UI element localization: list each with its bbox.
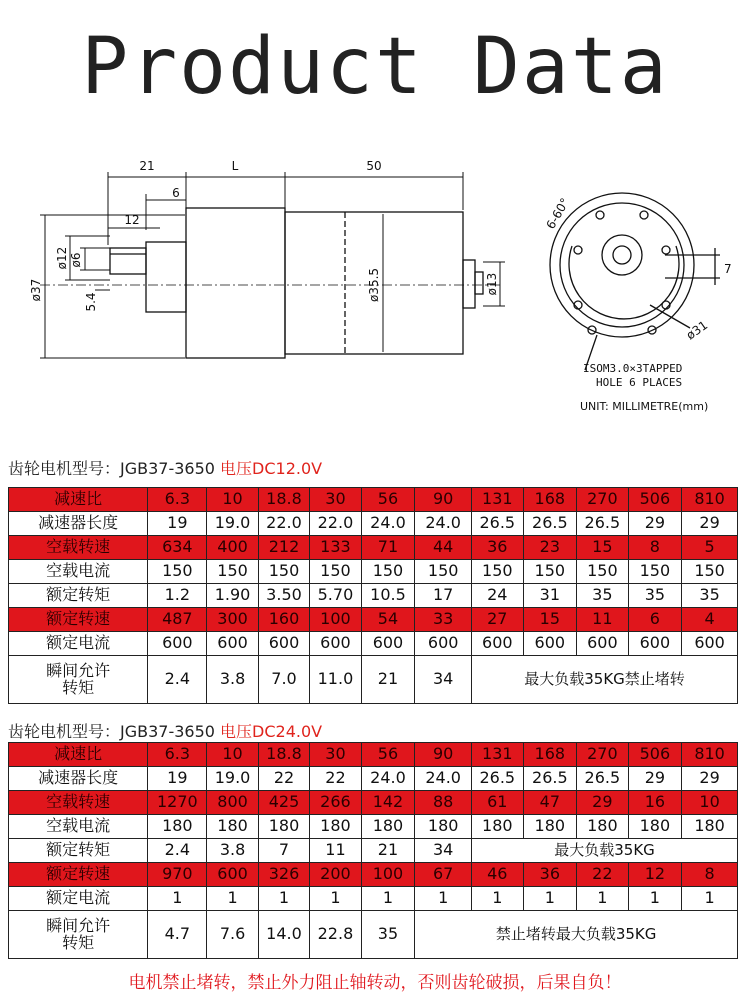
table-row — [9, 911, 738, 959]
table-cell: 300 — [207, 608, 258, 632]
table-row — [9, 488, 738, 512]
table-cell: 24.0 — [415, 512, 472, 536]
table-cell: 506 — [628, 743, 682, 767]
table-cell: 19 — [148, 512, 207, 536]
table-cell: 22 — [310, 767, 361, 791]
table-cell: 600 — [148, 632, 207, 656]
table-cell: 11 — [310, 839, 361, 863]
table-cell: 180 — [310, 815, 361, 839]
row-label: 空载电流 — [9, 560, 148, 584]
table-cell: 1 — [523, 887, 577, 911]
table-cell: 1 — [148, 887, 207, 911]
table-cell: 180 — [577, 815, 628, 839]
table-cell: 150 — [258, 560, 309, 584]
table-cell: 34 — [415, 839, 472, 863]
technical-drawing — [0, 150, 750, 430]
unit-note: UNIT: MILLIMETRE(mm) — [580, 400, 709, 413]
table-cell: 19 — [148, 767, 207, 791]
row-label: 空载电流 — [9, 815, 148, 839]
row-label: 减速器长度 — [9, 512, 148, 536]
table-cell: 200 — [310, 863, 361, 887]
model-label: 齿轮电机型号：JGB37-3650 — [8, 722, 215, 741]
table-cell: 35 — [577, 584, 628, 608]
table-cell: 3.8 — [207, 839, 258, 863]
table-cell: 29 — [628, 512, 682, 536]
table-cell: 1.90 — [207, 584, 258, 608]
dim-L: L — [231, 159, 239, 173]
table-cell: 142 — [361, 791, 415, 815]
table-cell: 425 — [258, 791, 309, 815]
row-label: 额定电流 — [9, 887, 148, 911]
table-cell: 31 — [523, 584, 577, 608]
table-cell: 168 — [523, 743, 577, 767]
table-cell: 90 — [415, 488, 472, 512]
table-cell: 10 — [207, 743, 258, 767]
table-cell: 1.2 — [148, 584, 207, 608]
table-cell: 71 — [361, 536, 415, 560]
dim-phi31: ø31 — [683, 318, 711, 343]
motor-dimension-diagram — [0, 150, 750, 430]
table-cell: 88 — [415, 791, 472, 815]
table-cell: 180 — [682, 815, 738, 839]
table-cell: 600 — [207, 632, 258, 656]
dim-21: 21 — [139, 159, 155, 173]
table-cell: 22.0 — [258, 512, 309, 536]
model-line-24v — [8, 719, 322, 742]
table-cell: 29 — [682, 767, 738, 791]
table-cell: 33 — [415, 608, 472, 632]
table-cell: 1 — [258, 887, 309, 911]
table-cell: 14.0 — [258, 911, 309, 959]
table-cell: 600 — [415, 632, 472, 656]
warning-text: 电机禁止堵转，禁止外力阻止轴转动，否则齿轮破损，后果自负！ — [128, 973, 622, 993]
table-cell: 150 — [577, 560, 628, 584]
table-cell: 6 — [628, 608, 682, 632]
hole-note-line1: ISOM3.0×3TAPPED — [583, 362, 683, 375]
row-label: 额定转矩 — [9, 584, 148, 608]
table-cell: 6.3 — [148, 488, 207, 512]
table-cell: 131 — [472, 488, 523, 512]
table-cell: 3.50 — [258, 584, 309, 608]
table-cell: 5.70 — [310, 584, 361, 608]
table-cell: 18.8 — [258, 488, 309, 512]
table-cell: 4.7 — [148, 911, 207, 959]
table-cell: 29 — [577, 791, 628, 815]
table-cell: 133 — [310, 536, 361, 560]
table-cell: 600 — [472, 632, 523, 656]
table-cell: 29 — [682, 512, 738, 536]
table-cell: 26.5 — [472, 767, 523, 791]
merged-note-cell: 最大负载35KG禁止堵转 — [472, 656, 738, 704]
table-cell: 24 — [472, 584, 523, 608]
merged-note-cell: 禁止堵转最大负载35KG — [415, 911, 738, 959]
table-cell: 1 — [472, 887, 523, 911]
table-cell: 400 — [207, 536, 258, 560]
table-cell: 12 — [628, 863, 682, 887]
table-cell: 168 — [523, 488, 577, 512]
table-row — [9, 767, 738, 791]
hole-note-line2: HOLE 6 PLACES — [596, 376, 683, 389]
dim-6-60: 6-60° — [543, 195, 573, 232]
table-cell: 100 — [361, 863, 415, 887]
table-cell: 150 — [628, 560, 682, 584]
table-cell: 150 — [207, 560, 258, 584]
model-line-12v — [8, 456, 322, 479]
table-cell: 6.3 — [148, 743, 207, 767]
row-label: 额定转矩 — [9, 839, 148, 863]
table-cell: 47 — [523, 791, 577, 815]
table-cell: 150 — [361, 560, 415, 584]
table-cell: 35 — [682, 584, 738, 608]
table-row — [9, 608, 738, 632]
row-label: 空载转速 — [9, 791, 148, 815]
table-cell: 10.5 — [361, 584, 415, 608]
table-cell: 15 — [577, 536, 628, 560]
table-cell: 29 — [628, 767, 682, 791]
row-label: 减速比 — [9, 488, 148, 512]
table-cell: 600 — [682, 632, 738, 656]
table-cell: 800 — [207, 791, 258, 815]
table-cell: 44 — [415, 536, 472, 560]
table-cell: 2.4 — [148, 839, 207, 863]
table-cell: 34 — [415, 656, 472, 704]
row-label — [9, 656, 148, 704]
voltage-label: 电压DC12.0V — [220, 459, 323, 478]
dim-50: 50 — [366, 159, 382, 173]
table-cell: 17 — [415, 584, 472, 608]
table-cell: 90 — [415, 743, 472, 767]
table-cell: 5 — [682, 536, 738, 560]
table-row — [9, 887, 738, 911]
table-cell: 150 — [523, 560, 577, 584]
table-cell: 16 — [628, 791, 682, 815]
row-label-line: 瞬间允许 — [46, 660, 111, 680]
model-label: 齿轮电机型号：JGB37-3650 — [8, 459, 215, 478]
table-cell: 56 — [361, 488, 415, 512]
table-cell: 22.8 — [310, 911, 361, 959]
table-row — [9, 791, 738, 815]
table-row — [9, 863, 738, 887]
dim-7: 7 — [724, 262, 732, 276]
dim-12: 12 — [124, 213, 140, 227]
dim-phi13: ø13 — [485, 272, 499, 296]
table-cell: 19.0 — [207, 512, 258, 536]
table-cell: 160 — [258, 608, 309, 632]
dim-6: 6 — [172, 186, 180, 200]
table-cell: 18.8 — [258, 743, 309, 767]
table-cell: 180 — [148, 815, 207, 839]
spec-table-24v — [8, 742, 738, 959]
table-cell: 487 — [148, 608, 207, 632]
table-cell: 30 — [310, 743, 361, 767]
merged-note-cell: 最大负载35KG — [472, 839, 738, 863]
row-label: 减速比 — [9, 743, 148, 767]
table-cell: 22.0 — [310, 512, 361, 536]
table-cell: 600 — [361, 632, 415, 656]
table-cell: 326 — [258, 863, 309, 887]
table-cell: 1 — [682, 887, 738, 911]
dim-phi6: ø6 — [69, 252, 83, 268]
table-cell: 212 — [258, 536, 309, 560]
row-label: 额定电流 — [9, 632, 148, 656]
row-label: 额定转速 — [9, 608, 148, 632]
table-cell: 150 — [682, 560, 738, 584]
table-row — [9, 839, 738, 863]
table-row — [9, 656, 738, 704]
table-cell: 600 — [207, 863, 258, 887]
table-cell: 150 — [148, 560, 207, 584]
dim-phi35-5: ø35.5 — [367, 267, 381, 303]
table-cell: 1 — [310, 887, 361, 911]
table-cell: 7.6 — [207, 911, 258, 959]
table-cell: 67 — [415, 863, 472, 887]
table-cell: 7 — [258, 839, 309, 863]
row-label-line: 转矩 — [62, 677, 95, 697]
table-cell: 46 — [472, 863, 523, 887]
table-cell: 23 — [523, 536, 577, 560]
row-label: 减速器长度 — [9, 767, 148, 791]
table-cell: 180 — [207, 815, 258, 839]
table-cell: 600 — [258, 632, 309, 656]
row-label: 额定转速 — [9, 863, 148, 887]
table-row — [9, 632, 738, 656]
row-label-line: 转矩 — [62, 932, 95, 952]
row-label-line: 瞬间允许 — [46, 915, 111, 935]
dim-5-4: 5.4 — [84, 292, 98, 312]
table-cell: 10 — [682, 791, 738, 815]
table-cell: 180 — [523, 815, 577, 839]
table-cell: 26.5 — [523, 512, 577, 536]
table-cell: 1 — [628, 887, 682, 911]
voltage-label: 电压DC24.0V — [220, 722, 323, 741]
table-cell: 36 — [472, 536, 523, 560]
table-cell: 27 — [472, 608, 523, 632]
table-cell: 24.0 — [415, 767, 472, 791]
table-cell: 4 — [682, 608, 738, 632]
table-cell: 150 — [415, 560, 472, 584]
table-cell: 8 — [628, 536, 682, 560]
table-cell: 100 — [310, 608, 361, 632]
table-cell: 2.4 — [148, 656, 207, 704]
table-cell: 21 — [361, 656, 415, 704]
table-cell: 150 — [310, 560, 361, 584]
table-row — [9, 536, 738, 560]
table-cell: 506 — [628, 488, 682, 512]
table-cell: 600 — [628, 632, 682, 656]
table-cell: 600 — [577, 632, 628, 656]
table-cell: 26.5 — [577, 512, 628, 536]
table-cell: 970 — [148, 863, 207, 887]
table-cell: 266 — [310, 791, 361, 815]
table-cell: 1 — [577, 887, 628, 911]
table-cell: 11.0 — [310, 656, 361, 704]
table-cell: 1270 — [148, 791, 207, 815]
table-cell: 26.5 — [577, 767, 628, 791]
table-cell: 36 — [523, 863, 577, 887]
table-cell: 56 — [361, 743, 415, 767]
table-cell: 19.0 — [207, 767, 258, 791]
table-cell: 634 — [148, 536, 207, 560]
table-cell: 180 — [415, 815, 472, 839]
row-label — [9, 911, 148, 959]
table-cell: 54 — [361, 608, 415, 632]
table-cell: 35 — [628, 584, 682, 608]
table-cell: 600 — [310, 632, 361, 656]
table-cell: 180 — [472, 815, 523, 839]
table-cell: 7.0 — [258, 656, 309, 704]
spec-table-12v — [8, 487, 738, 704]
table-cell: 1 — [415, 887, 472, 911]
table-cell: 30 — [310, 488, 361, 512]
table-cell: 24.0 — [361, 512, 415, 536]
table-row — [9, 815, 738, 839]
dim-phi37: ø37 — [29, 278, 43, 302]
row-label: 空载转速 — [9, 536, 148, 560]
page-title: Product Data — [81, 22, 669, 112]
table-cell: 22 — [258, 767, 309, 791]
table-cell: 26.5 — [472, 512, 523, 536]
table-cell: 180 — [361, 815, 415, 839]
table-row — [9, 584, 738, 608]
table-cell: 61 — [472, 791, 523, 815]
table-cell: 131 — [472, 743, 523, 767]
table-cell: 1 — [207, 887, 258, 911]
table-cell: 10 — [207, 488, 258, 512]
dim-phi12: ø12 — [55, 246, 69, 270]
table-cell: 810 — [682, 488, 738, 512]
table-cell: 270 — [577, 488, 628, 512]
table-cell: 21 — [361, 839, 415, 863]
table-cell: 24.0 — [361, 767, 415, 791]
table-cell: 270 — [577, 743, 628, 767]
table-cell: 26.5 — [523, 767, 577, 791]
table-cell: 600 — [523, 632, 577, 656]
table-cell: 810 — [682, 743, 738, 767]
table-cell: 180 — [258, 815, 309, 839]
table-cell: 11 — [577, 608, 628, 632]
table-cell: 1 — [361, 887, 415, 911]
table-row — [9, 512, 738, 536]
table-row — [9, 743, 738, 767]
table-cell: 22 — [577, 863, 628, 887]
table-cell: 8 — [682, 863, 738, 887]
table-cell: 15 — [523, 608, 577, 632]
table-cell: 150 — [472, 560, 523, 584]
table-row — [9, 560, 738, 584]
table-cell: 180 — [628, 815, 682, 839]
table-cell: 35 — [361, 911, 415, 959]
table-cell: 3.8 — [207, 656, 258, 704]
